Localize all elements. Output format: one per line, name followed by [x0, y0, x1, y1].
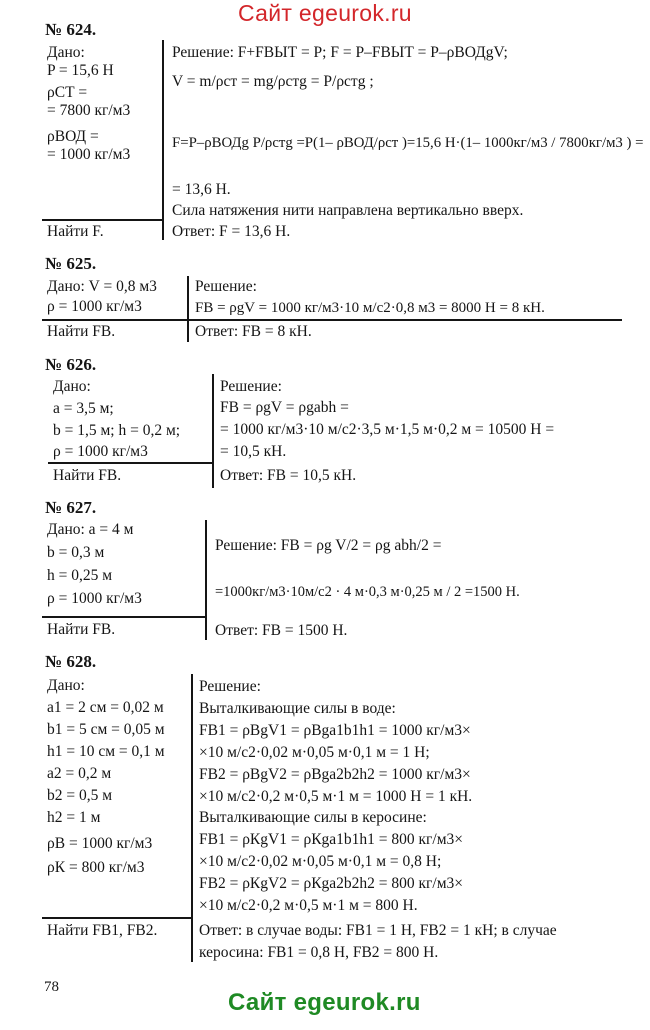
problem-624-number: № 624. [45, 20, 97, 39]
problem-626-answer: Ответ: FВ = 10,5 кН. [220, 467, 357, 484]
given-line: P = 15,6 Н [47, 62, 114, 79]
problem-626-solution-line1: Решение: [220, 378, 282, 395]
horizontal-divider [42, 219, 164, 221]
solution-line: Решение: [199, 678, 261, 695]
vertical-divider [212, 374, 214, 488]
solution-line: FB1 = ρКgV1 = ρКga1b1h1 = 800 кг/м3× [199, 831, 464, 849]
problem-626-solution-line4: = 10,5 кН. [220, 443, 287, 460]
problem-628-find: Найти FB1, FB2. [47, 922, 158, 939]
site-watermark-bottom: Сайт egeurok.ru [228, 989, 421, 1016]
given-line: ρК = 800 кг/м3 [47, 859, 145, 876]
problem-624-answer: Ответ: F = 13,6 Н. [172, 223, 291, 240]
problem-625-solution-line2: FВ = ρgV = 1000 кг/м3·10 м/с2·0,8 м3 = 8000 Н = 8 кН. [195, 300, 545, 316]
given-line: h2 = 1 м [47, 809, 101, 826]
given-line: a = 3,5 м; [53, 400, 114, 417]
given-line: Дано: a = 4 м [47, 521, 134, 538]
horizontal-divider [42, 616, 207, 618]
given-line: = 1000 кг/м3 [47, 146, 131, 163]
problem-627-solution-line1: Решение: FВ = ρg V/2 = ρg abh/2 = [215, 537, 442, 554]
problem-627-number: № 627. [45, 498, 97, 517]
problem-626-number: № 626. [45, 355, 97, 374]
vertical-divider [162, 40, 164, 240]
problem-628-answer-line2: керосина: FB1 = 0,8 Н, FB2 = 800 Н. [199, 944, 439, 961]
problem-628-given [47, 677, 165, 877]
problem-628-number: № 628. [45, 652, 97, 671]
given-line: a2 = 0,2 м [47, 765, 112, 782]
problem-625-answer: Ответ: FВ = 8 кН. [195, 323, 312, 340]
given-line: ρСТ = [47, 84, 88, 101]
solution-line: ×10 м/с2·0,02 м·0,05 м·0,1 м = 0,8 Н; [199, 853, 442, 871]
problem-624-solution-line1: Решение: F+FВЫТ = P; F = P–FВЫТ = P–ρВОДgV; [172, 44, 508, 61]
given-line: b2 = 0,5 м [47, 787, 113, 804]
problem-624-solution-line2: V = m/ρст = mg/ρстg = P/ρстg ; [172, 73, 374, 90]
problem-625-given [47, 278, 157, 316]
problem-624-solution-line4: = 13,6 Н. [172, 181, 231, 198]
solution-line: FB1 = ρВgV1 = ρВga1b1h1 = 1000 кг/м3× [199, 721, 471, 739]
problem-627-find: Найти FВ. [47, 621, 116, 638]
given-line: ρ = 1000 кг/м3 [47, 590, 142, 607]
site-watermark-top: Сайт egeurok.ru [238, 0, 412, 26]
solution-line: ×10 м/с2·0,2 м·0,5 м·1 м = 800 Н. [199, 897, 418, 915]
given-line: Дано: [53, 378, 91, 395]
given-line: a1 = 2 см = 0,02 м [47, 699, 164, 716]
problem-624-solution-line3: F=P–ρВОДg P/ρстg =P(1– ρВОД/ρст )=15,6 Н·(1– 1000кг/м3 / 7800кг/м3 ) = [172, 135, 644, 151]
given-line: Дано: V = 0,8 м3 [47, 278, 157, 295]
solution-line: FB2 = ρВgV2 = ρВga2b2h2 = 1000 кг/м3× [199, 765, 471, 783]
horizontal-divider [48, 462, 214, 464]
problem-627-answer: Ответ: FВ = 1500 Н. [215, 622, 348, 639]
given-line: h = 0,25 м [47, 567, 113, 584]
given-line: ρВ = 1000 кг/м3 [47, 835, 153, 852]
horizontal-divider [42, 319, 622, 321]
problem-627-given [47, 521, 142, 608]
solution-line: ×10 м/с2·0,02 м·0,05 м·0,1 м = 1 Н; [199, 743, 430, 761]
problem-625-find: Найти FВ. [47, 323, 116, 340]
problem-626-solution-line2: FВ = ρgV = ρgabh = [220, 399, 349, 416]
problem-628-solution [199, 676, 472, 917]
given-line: Дано: [47, 44, 85, 61]
given-line: ρ = 1000 кг/м3 [53, 443, 148, 460]
problem-627-solution-line2: =1000кг/м3·10м/с2 · 4 м·0,3 м·0,25 м / 2 =1500 Н. [215, 584, 520, 600]
given-line: b1 = 5 см = 0,05 м [47, 721, 165, 738]
problem-624-solution-line5: Сила натяжения нити направлена вертикально вверх. [172, 202, 524, 219]
problem-624-given [47, 44, 130, 164]
given-line: Дано: [47, 677, 85, 694]
horizontal-divider [42, 917, 193, 919]
vertical-divider [205, 520, 207, 640]
given-line: b = 1,5 м; h = 0,2 м; [53, 422, 181, 439]
vertical-divider [187, 276, 189, 342]
problem-626-solution-line3: = 1000 кг/м3·10 м/с2·3,5 м·1,5 м·0,2 м = 10500 Н = [220, 421, 555, 438]
solution-line: Выталкивающие силы в керосине: [199, 809, 427, 827]
solution-line: ×10 м/с2·0,2 м·0,5 м·1 м = 1000 Н = 1 кН. [199, 787, 473, 805]
solution-line: FB2 = ρКgV2 = ρКga2b2h2 = 800 кг/м3× [199, 875, 464, 893]
problem-625-solution-line1: Решение: [195, 278, 257, 295]
solution-line: Выталкивающие силы в воде: [199, 699, 396, 717]
given-line: ρВОД = [47, 128, 99, 145]
problem-626-find: Найти FВ. [53, 467, 122, 484]
given-line: ρ = 1000 кг/м3 [47, 298, 142, 315]
problem-625-number: № 625. [45, 254, 97, 273]
given-line: b = 0,3 м [47, 544, 105, 561]
page-number: 78 [44, 979, 59, 995]
problem-626-given [53, 378, 180, 461]
problem-628-answer-line1: Ответ: в случае воды: FB1 = 1 Н, FB2 = 1 кН; в случае [199, 922, 557, 939]
given-line: h1 = 10 см = 0,1 м [47, 743, 165, 760]
problem-624-find: Найти F. [47, 223, 104, 240]
given-line: = 7800 кг/м3 [47, 102, 131, 119]
